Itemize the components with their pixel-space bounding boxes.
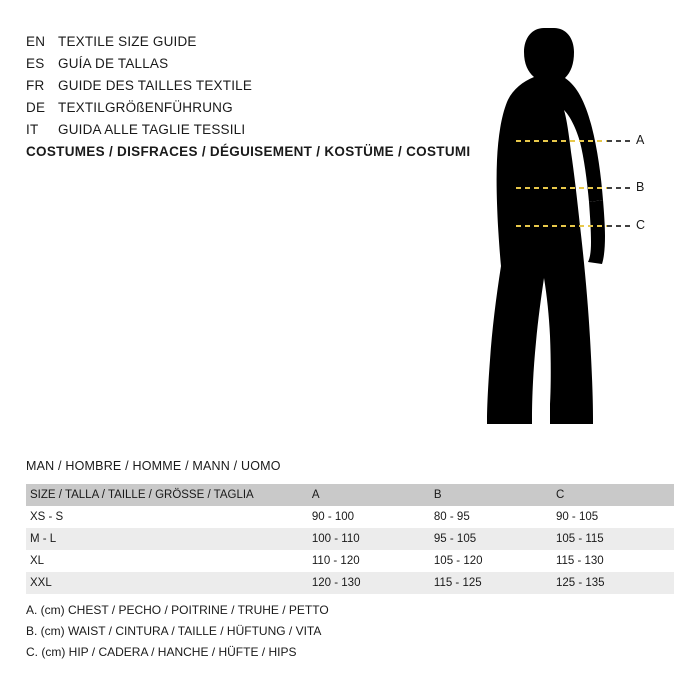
cell-size: XS - S: [30, 511, 64, 523]
language-title-list: [26, 34, 466, 144]
column-header-a: A: [311, 489, 320, 501]
language-code: DE: [26, 100, 46, 115]
column-header-b: B: [433, 489, 442, 501]
cell-hip: 105 - 115: [555, 533, 604, 545]
cell-waist: 105 - 120: [433, 555, 483, 567]
measure-label-b: B: [636, 180, 645, 194]
cell-hip: 115 - 130: [555, 555, 604, 567]
cell-chest: 110 - 120: [311, 555, 360, 567]
legend: [26, 600, 329, 663]
column-header-size: SIZE / TALLA / TAILLE / GRÖSSE / TAGLIA: [30, 489, 254, 501]
body-figure: [470, 20, 680, 440]
language-row: [26, 56, 466, 78]
category-line: COSTUMES / DISFRACES / DÉGUISEMENT / KOSTÜME / COSTUMI: [26, 144, 471, 159]
language-code: EN: [26, 34, 46, 49]
column-header-c: C: [555, 489, 565, 501]
size-table: [26, 484, 674, 594]
table-header-row: [26, 484, 674, 506]
table-row: [26, 550, 674, 572]
cell-hip: 90 - 105: [555, 511, 599, 523]
table-row: [26, 506, 674, 528]
cell-size: M - L: [30, 533, 57, 545]
language-code: FR: [26, 78, 45, 93]
cell-hip: 125 - 135: [555, 577, 605, 589]
language-row: [26, 34, 466, 56]
language-row: [26, 122, 466, 144]
legend-item-hip: C. (cm) HIP / CADERA / HANCHE / HÜFTE / HIPS: [26, 645, 297, 659]
language-row: [26, 100, 466, 122]
language-title: GUÍA DE TALLAS: [58, 56, 169, 71]
cell-waist: 115 - 125: [433, 577, 482, 589]
language-title: GUIDE DES TAILLES TEXTILE: [58, 78, 253, 93]
legend-item-chest: A. (cm) CHEST / PECHO / POITRINE / TRUHE / PETTO: [26, 603, 329, 617]
table-row: [26, 572, 674, 594]
cell-chest: 100 - 110: [311, 533, 360, 545]
cell-chest: 90 - 100: [311, 511, 355, 523]
table-row: [26, 528, 674, 550]
legend-item-waist: B. (cm) WAIST / CINTURA / TAILLE / HÜFTUNG / VITA: [26, 624, 322, 638]
cell-size: XL: [30, 555, 45, 567]
cell-waist: 95 - 105: [433, 533, 477, 545]
cell-size: XXL: [30, 577, 52, 589]
language-title: GUIDA ALLE TAGLIE TESSILI: [58, 122, 246, 137]
measure-label-a: A: [636, 133, 645, 147]
measure-label-c: C: [636, 218, 646, 232]
cell-chest: 120 - 130: [311, 577, 361, 589]
language-row: [26, 78, 466, 100]
language-code: ES: [26, 56, 45, 71]
language-code: IT: [26, 122, 39, 137]
language-title: TEXTILE SIZE GUIDE: [58, 34, 197, 49]
table-body: [26, 506, 674, 594]
cell-waist: 80 - 95: [433, 511, 470, 523]
table-header: [26, 484, 674, 506]
table-title: MAN / HOMBRE / HOMME / MANN / UOMO: [26, 459, 281, 473]
measurement-guides: [470, 20, 680, 440]
language-title: TEXTILGRÖßENFÜHRUNG: [58, 100, 233, 115]
